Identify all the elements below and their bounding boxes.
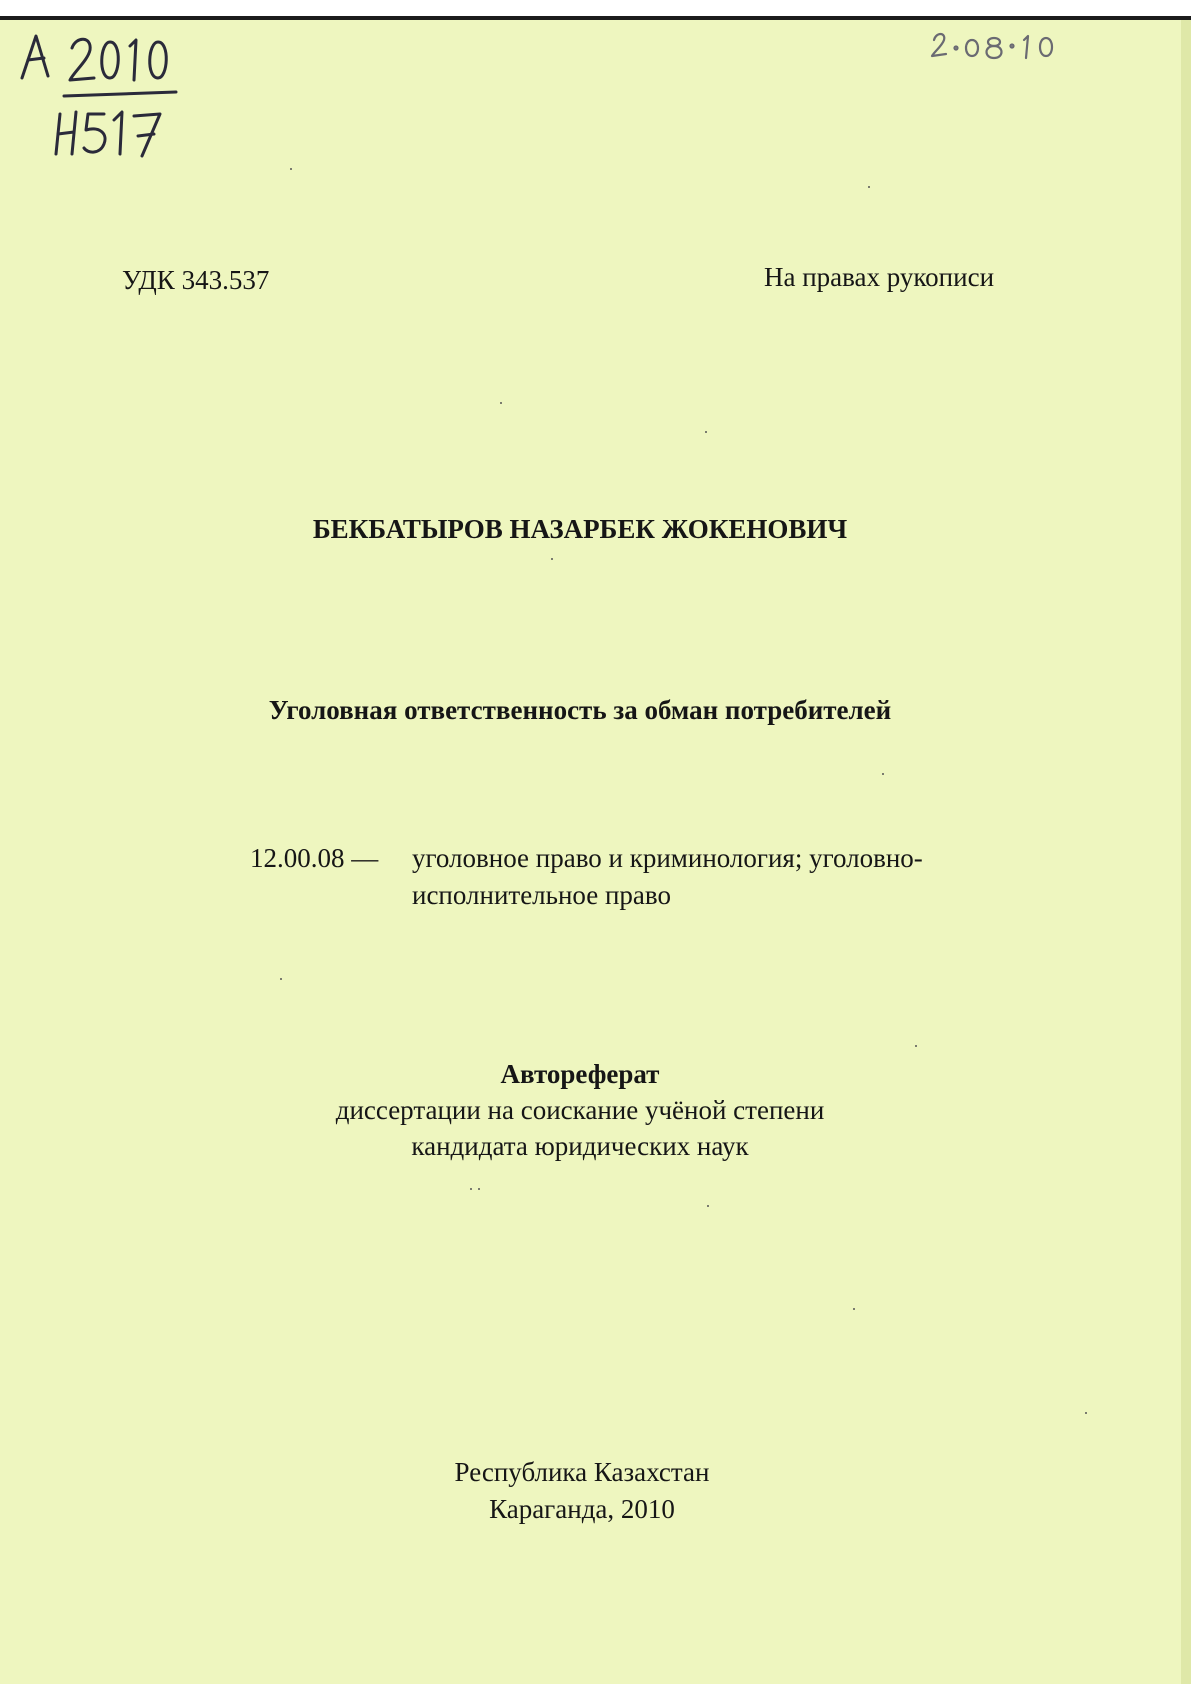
scan-right-edge (1181, 20, 1191, 1684)
author-name: БЕКБАТЫРОВ НАЗАРБЕК ЖОКЕНОВИЧ (312, 514, 848, 544)
publication-city-year: Караганда, 2010 (489, 1494, 675, 1524)
work-type-label: Автореферат (500, 1059, 660, 1089)
scan-speck (868, 186, 870, 188)
specialty-name-line2: исполнительное право (412, 880, 671, 910)
scan-speck (705, 431, 707, 433)
scan-speck (853, 1308, 855, 1310)
specialty-name-line1: уголовное право и криминология; уголовно- (412, 843, 923, 873)
udc-code: УДК 343.537 (122, 265, 270, 295)
scan-speck (478, 1188, 480, 1190)
handwritten-archive-code (14, 28, 189, 168)
publication-country: Республика Казахстан (454, 1457, 710, 1487)
handwritten-date (930, 28, 1070, 62)
scan-speck (551, 558, 553, 560)
scan-speck (280, 978, 282, 980)
dissertation-title: Уголовная ответственность за обман потребителей (268, 695, 892, 725)
scan-speck (290, 168, 292, 170)
scan-speck (707, 1205, 709, 1207)
work-type-line2: кандидата юридических наук (411, 1131, 749, 1161)
scan-speck (500, 402, 502, 404)
scan-speck (915, 1045, 917, 1047)
scan-top-edge (0, 0, 1191, 20)
scan-speck (882, 773, 884, 775)
specialty-code: 12.00.08 — (250, 843, 379, 873)
scan-speck (1085, 1412, 1087, 1414)
work-type-line1: диссертации на соискание учёной степени (335, 1095, 825, 1125)
scan-speck (470, 1188, 472, 1190)
manuscript-note: На правах рукописи (764, 262, 995, 292)
